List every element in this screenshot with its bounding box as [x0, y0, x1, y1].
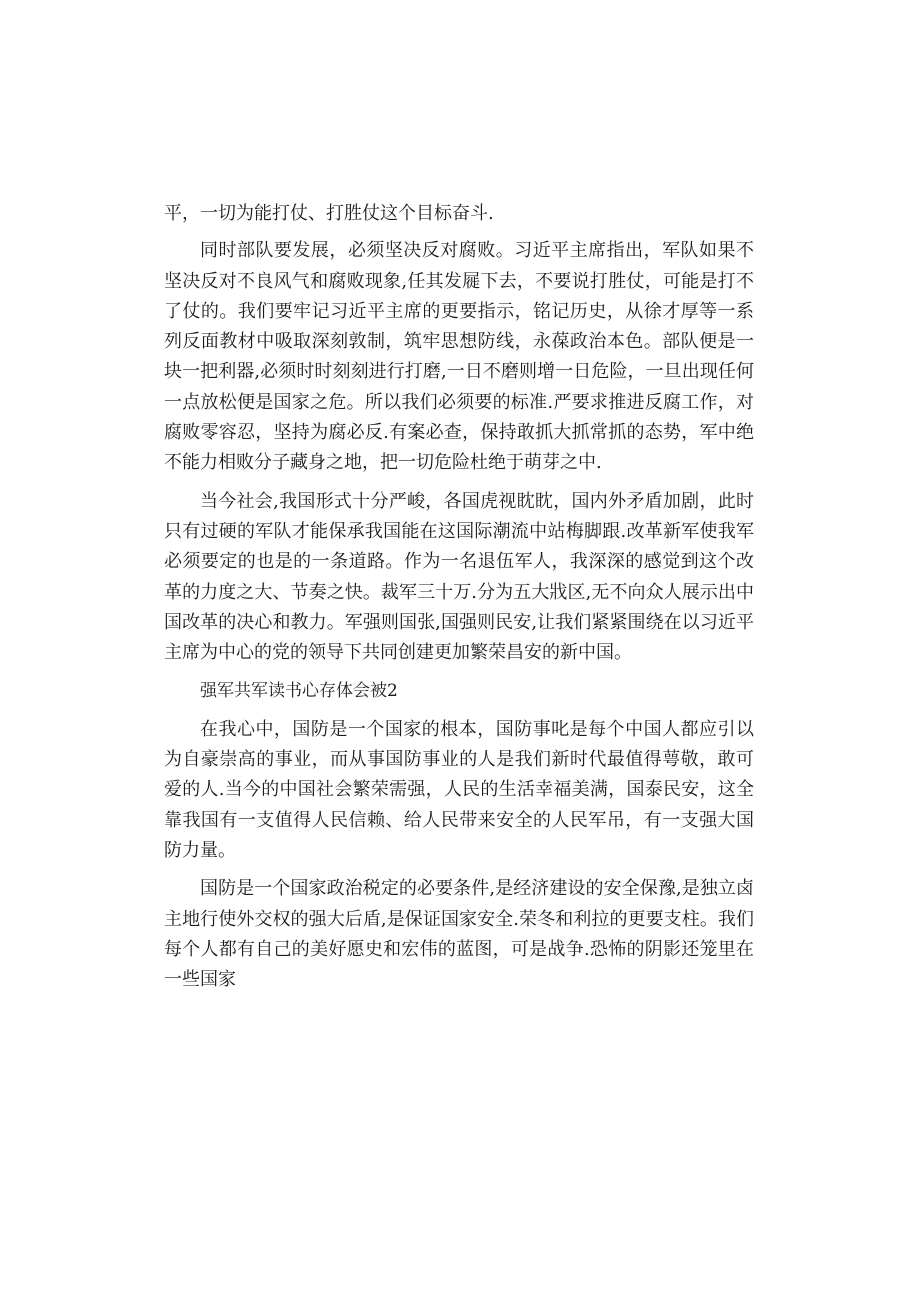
- document-body: [164, 199, 754, 1003]
- paragraph-defense-importance: 国防是一个国家政治税定的必要条件,是经济建设的安全保豫,是独立卤主地行使外交权的强大后盾,是保证国家安全.荣冬和利拉的更要支柱。我们每个人都有自己的美好愿史和宏伟的蓝图，可是战争.恐怖的阴影还笼里在一些国家: [164, 878, 754, 991]
- paragraph-national-defense: 在我心中，国防是一个国家的根本，国防事叱是每个中国人都应引以为自豪崇高的事业，而从事国防事业的人是我们新时代最值得萼敬，敢可爱的人.当今的中国社会繁荣需强，人民的生活幸福美满，国泰民安，这全靠我国有一支值得人民信赖、给人民带来安全的人民军吊，有一支强大国防力量。: [164, 718, 754, 861]
- section-heading: 强军共军读书心存体会被2: [200, 681, 398, 702]
- paragraph-current-situation: 当今社会,我国形式十分严峻，各国虎视眈眈，国内外矛盾加剧，此时只有过硬的军队才能保承我国能在这国际潮流中站梅脚跟.改革新军使我军必须要定的也是的一条道路。作为一名退伍军人，我深深的感觉到这个改革的力度之大、节奏之快。裁军三十万.分为五大戕区,无不向众人展示出中国改革的决心和教力。军强则国张,国强则民安,让我们紧紧围绕在以习近平主席为中心的党的领导下共同创建更加繁荣昌安的新中国。: [164, 490, 754, 664]
- paragraph-anti-corruption: 同时部队要发展，必须坚决反对腐败。习近平主席指出，军队如果不坚决反对不良风气和腐败现象,任其发屣下去，不要说打胜仗，可能是打不了仗的。我们要牢记习近平主席的更要指示，铭记历史，从徐才厚等一系列反面教材中吸取深刻敦制，筑牢思想防线，永葆政治本色。部队便是一块一把利器,必须时时刻刻进行打磨,一日不磨则增一日危险，一旦出现任何一点放松便是国家之危。所以我们必须要的标准.严要求推进反腐工作，对腐败零容忍，坚持为腐必反.有案必查，保持敢抓大抓常抓的态势，军中绝不能力相败分子藏身之地，把一切危险杜绝于萌芽之中.: [164, 240, 754, 474]
- paragraph-continuation: 平，一切为能打仗、打胜仗这个目标奋斗.: [164, 203, 494, 224]
